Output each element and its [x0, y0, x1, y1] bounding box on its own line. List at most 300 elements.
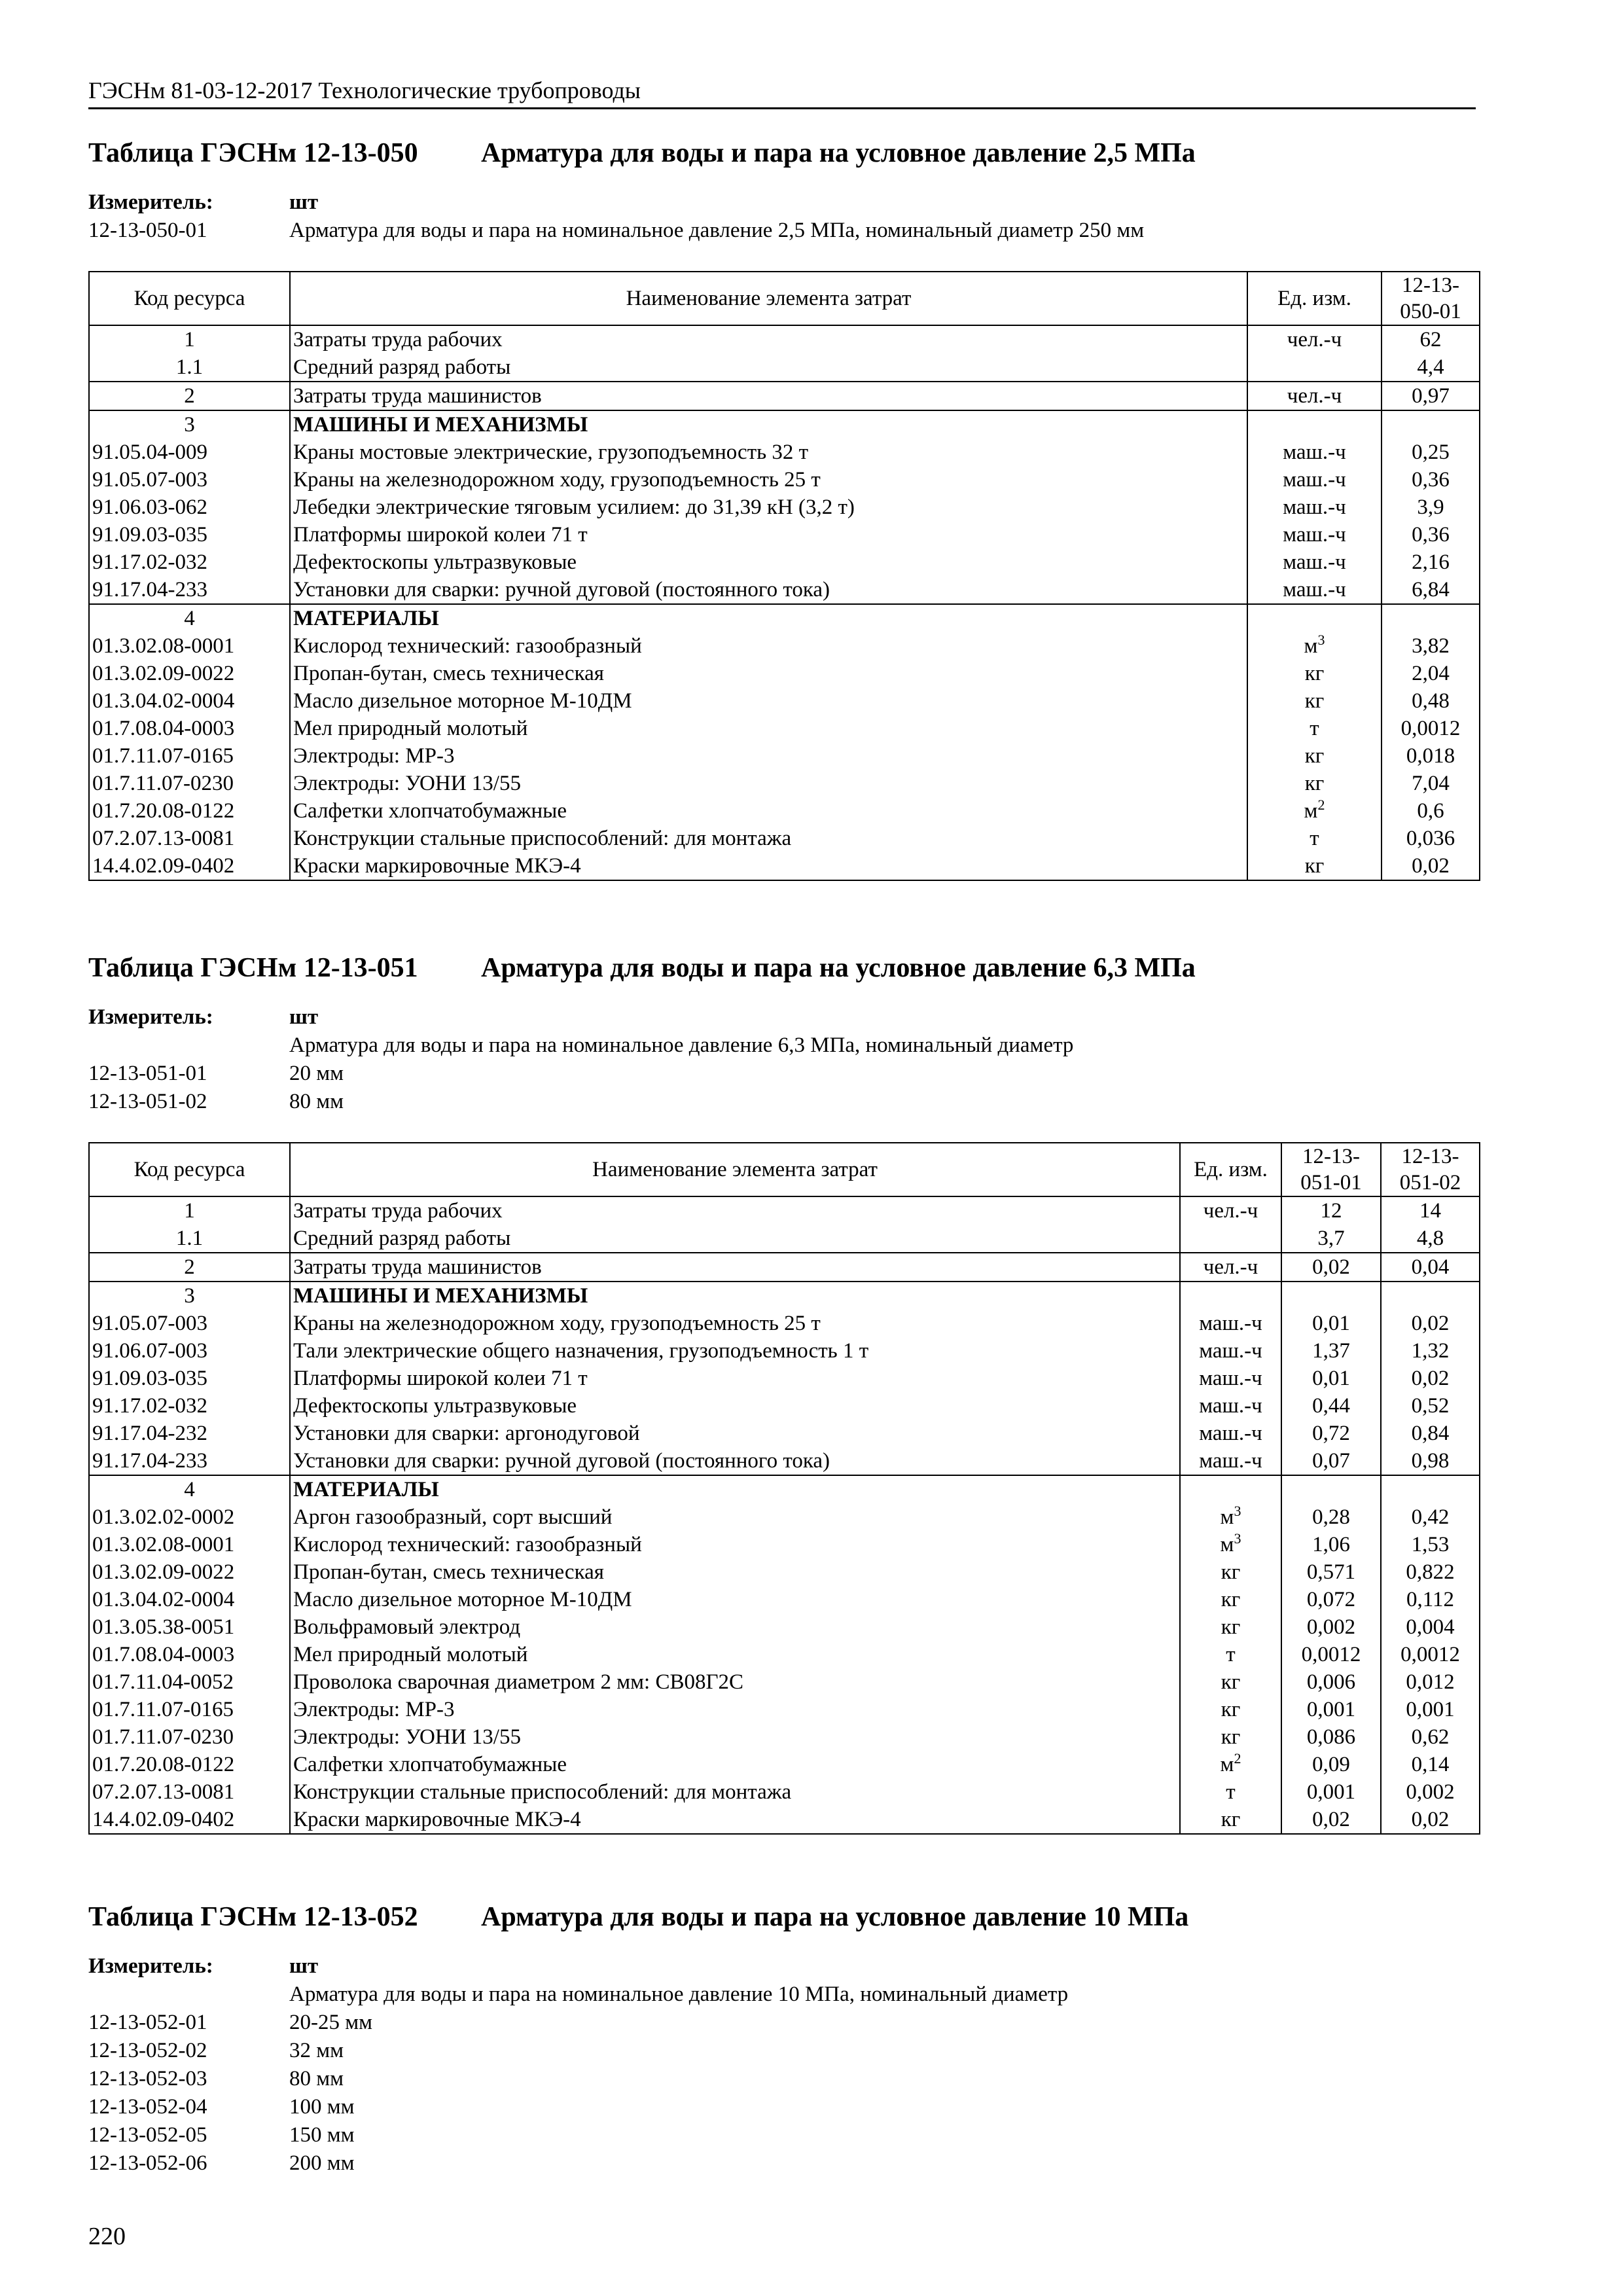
table-row: [89, 604, 1480, 632]
table-row: [89, 687, 1480, 715]
table-row: [89, 1225, 1480, 1253]
item-row: [88, 217, 1479, 245]
col-header-code: Код ресурса: [89, 272, 290, 325]
row-code: 91.09.03-035: [89, 1365, 290, 1392]
row-value: 2,16: [1382, 548, 1480, 576]
row-value: 1,53: [1381, 1531, 1480, 1558]
table-row: [89, 1806, 1480, 1834]
row-value: 0,004: [1381, 1613, 1480, 1641]
unit-exponent: 3: [1234, 1531, 1241, 1547]
row-code: 01.7.11.04-0052: [89, 1668, 290, 1696]
row-name: Пропан-бутан, смесь техническая: [290, 1558, 1180, 1586]
row-code: 01.7.20.08-0122: [89, 1751, 290, 1778]
row-name: Электроды: УОНИ 13/55: [290, 770, 1247, 797]
row-value: 0,44: [1281, 1392, 1381, 1420]
row-value: 0,36: [1382, 466, 1480, 493]
row-code: 07.2.07.13-0081: [89, 1778, 290, 1806]
table-row: [89, 439, 1480, 466]
row-code: 4: [89, 1475, 290, 1503]
item-code: 12-13-052-06: [88, 2151, 207, 2175]
row-value: 14: [1381, 1196, 1480, 1225]
table-row: [89, 632, 1480, 660]
item-code: 12-13-052-03: [88, 2067, 207, 2090]
table-row: [89, 1586, 1480, 1613]
col-header-value-text: 12-13- 050-01: [1400, 274, 1461, 323]
meter-label: Измеритель:: [88, 190, 213, 214]
table-meta: [88, 188, 1479, 245]
row-code: 91.17.02-032: [89, 548, 290, 576]
row-name: МАШИНЫ И МЕХАНИЗМЫ: [290, 1282, 1180, 1310]
item-text: Арматура для воды и пара на номинальное давление 2,5 МПа, номинальный диаметр 250 мм: [289, 219, 1145, 242]
row-value: 0,002: [1381, 1778, 1480, 1806]
table-row: [89, 1392, 1480, 1420]
table-row: [89, 1641, 1480, 1668]
table-title: [88, 137, 1479, 169]
table-row: [89, 797, 1480, 825]
row-name: Салфетки хлопчатобумажные: [290, 1751, 1180, 1778]
row-name: Масло дизельное моторное М-10ДМ: [290, 687, 1247, 715]
table-meta: [88, 1952, 1479, 2178]
table-row: [89, 410, 1480, 439]
table-row: [89, 1310, 1480, 1337]
resource-table: [88, 1142, 1480, 1835]
table-row: [89, 825, 1480, 852]
row-name: Вольфрамовый электрод: [290, 1613, 1180, 1641]
row-unit: маш.-ч: [1247, 576, 1382, 604]
row-code: 91.05.04-009: [89, 439, 290, 466]
section-12-13-052: [88, 1901, 1479, 2178]
row-name: Краны на железнодорожном ходу, грузоподъемность 25 т: [290, 466, 1247, 493]
row-unit: [1247, 353, 1382, 382]
row-name: Краны на железнодорожном ходу, грузоподъемность 25 т: [290, 1310, 1180, 1337]
table-row: [89, 660, 1480, 687]
item-code: 12-13-052-01: [88, 2011, 207, 2034]
row-unit: т: [1180, 1641, 1281, 1668]
row-value: 0,02: [1381, 1806, 1480, 1834]
table-row: [89, 1447, 1480, 1475]
row-name: Электроды: МР-3: [290, 742, 1247, 770]
row-value: 0,018: [1382, 742, 1480, 770]
row-value: 0,97: [1382, 382, 1480, 410]
item-code: 12-13-051-02: [88, 1090, 207, 1113]
row-value: 0,62: [1381, 1723, 1480, 1751]
row-code: 01.3.04.02-0004: [89, 687, 290, 715]
row-name: Конструкции стальные приспособлений: для монтажа: [290, 1778, 1180, 1806]
section-12-13-050: [88, 137, 1479, 881]
meter-label: Измеритель:: [88, 1005, 213, 1029]
table-row: [89, 742, 1480, 770]
row-value: [1281, 1282, 1381, 1310]
table-row: [89, 521, 1480, 548]
item-code: 12-13-052-02: [88, 2039, 207, 2062]
row-value: 0,14: [1381, 1751, 1480, 1778]
row-name: Краски маркировочные МКЭ-4: [290, 1806, 1180, 1834]
row-unit: маш.-ч: [1180, 1392, 1281, 1420]
row-unit: кг: [1180, 1586, 1281, 1613]
row-code: 01.7.20.08-0122: [89, 797, 290, 825]
row-unit: чел.-ч: [1247, 382, 1382, 410]
row-value: 0,02: [1281, 1253, 1381, 1282]
row-unit: маш.-ч: [1247, 521, 1382, 548]
row-unit: маш.-ч: [1247, 493, 1382, 521]
row-name: Конструкции стальные приспособлений: для монтажа: [290, 825, 1247, 852]
row-code: 1.1: [89, 353, 290, 382]
item-text: 20-25 мм: [289, 2011, 373, 2034]
row-code: 01.3.05.38-0051: [89, 1613, 290, 1641]
row-name: Аргон газообразный, сорт высший: [290, 1503, 1180, 1531]
row-code: 1: [89, 1196, 290, 1225]
row-code: 14.4.02.09-0402: [89, 1806, 290, 1834]
col-header-value: [1281, 1143, 1381, 1196]
item-list: [88, 2009, 1479, 2178]
row-unit: $м^3$: [1180, 1503, 1281, 1531]
row-code: 01.3.02.08-0001: [89, 1531, 290, 1558]
row-name: Затраты труда рабочих: [290, 1196, 1180, 1225]
col-header-value-text: 12-13- 051-01: [1300, 1145, 1362, 1194]
resource-table: [88, 271, 1480, 881]
row-code: 2: [89, 1253, 290, 1282]
row-value: 0,07: [1281, 1447, 1381, 1475]
row-value: 4,8: [1381, 1225, 1480, 1253]
row-value: 0,52: [1381, 1392, 1480, 1420]
row-code: 91.17.02-032: [89, 1392, 290, 1420]
row-value: 0,0012: [1381, 1641, 1480, 1668]
table-row: [89, 852, 1480, 880]
row-name: Дефектоскопы ультразвуковые: [290, 1392, 1180, 1420]
row-unit: $м^2$: [1247, 797, 1382, 825]
row-unit: чел.-ч: [1180, 1253, 1281, 1282]
table-row: [89, 1668, 1480, 1696]
row-unit: кг: [1180, 1558, 1281, 1586]
row-name: Пропан-бутан, смесь техническая: [290, 660, 1247, 687]
row-name: Затраты труда машинистов: [290, 1253, 1180, 1282]
row-code: 01.3.02.09-0022: [89, 660, 290, 687]
row-name: Краски маркировочные МКЭ-4: [290, 852, 1247, 880]
col-header-name: Наименование элемента затрат: [290, 1143, 1180, 1196]
row-name: Кислород технический: газообразный: [290, 632, 1247, 660]
row-code: 01.3.02.02-0002: [89, 1503, 290, 1531]
row-unit: кг: [1180, 1806, 1281, 1834]
row-value: 3,82: [1382, 632, 1480, 660]
row-unit: маш.-ч: [1247, 548, 1382, 576]
row-code: 91.05.07-003: [89, 466, 290, 493]
row-unit: [1180, 1282, 1281, 1310]
row-name: Масло дизельное моторное М-10ДМ: [290, 1586, 1180, 1613]
row-unit: кг: [1180, 1723, 1281, 1751]
row-value: 0,25: [1382, 439, 1480, 466]
row-value: [1381, 1475, 1480, 1503]
row-value: 1,37: [1281, 1337, 1381, 1365]
row-code: 07.2.07.13-0081: [89, 825, 290, 852]
table-row: [89, 325, 1480, 353]
row-name: Электроды: УОНИ 13/55: [290, 1723, 1180, 1751]
row-code: 91.17.04-232: [89, 1420, 290, 1447]
row-unit: кг: [1247, 770, 1382, 797]
row-value: 0,02: [1382, 852, 1480, 880]
item-text: 20 мм: [289, 1062, 344, 1085]
row-unit: кг: [1180, 1696, 1281, 1723]
item-row: [88, 2093, 1479, 2121]
row-value: 0,36: [1382, 521, 1480, 548]
table-row: [89, 770, 1480, 797]
unit-exponent: 2: [1317, 797, 1325, 813]
row-value: 0,48: [1382, 687, 1480, 715]
row-value: 2,04: [1382, 660, 1480, 687]
table-caption: Арматура для воды и пара на условное давление 2,5 МПа: [481, 138, 1196, 168]
row-value: 0,012: [1381, 1668, 1480, 1696]
row-unit: маш.-ч: [1180, 1447, 1281, 1475]
item-text: 32 мм: [289, 2039, 344, 2062]
row-name: МАШИНЫ И МЕХАНИЗМЫ: [290, 410, 1247, 439]
row-code: 91.05.07-003: [89, 1310, 290, 1337]
item-row: [88, 2149, 1479, 2178]
table-row: [89, 1365, 1480, 1392]
unit-exponent: 2: [1234, 1751, 1241, 1767]
table-row: [89, 1503, 1480, 1531]
row-unit: маш.-ч: [1180, 1310, 1281, 1337]
row-unit: чел.-ч: [1180, 1196, 1281, 1225]
row-value: 0,84: [1381, 1420, 1480, 1447]
row-name: Средний разряд работы: [290, 353, 1247, 382]
row-unit: $м^2$: [1180, 1751, 1281, 1778]
row-code: 01.7.11.07-0165: [89, 742, 290, 770]
table-row: [89, 1751, 1480, 1778]
item-row: [88, 2121, 1479, 2149]
table-row: [89, 493, 1480, 521]
row-value: 0,086: [1281, 1723, 1381, 1751]
row-code: 91.17.04-233: [89, 1447, 290, 1475]
item-text: 80 мм: [289, 1090, 344, 1113]
row-name: Платформы широкой колеи 71 т: [290, 521, 1247, 548]
row-code: 91.17.04-233: [89, 576, 290, 604]
row-unit: [1180, 1225, 1281, 1253]
table-number: Таблица ГЭСНм 12-13-050: [88, 138, 418, 168]
table-row: [89, 1613, 1480, 1641]
item-code: 12-13-050-01: [88, 219, 207, 242]
row-name: Установки для сварки: аргонодуговой: [290, 1420, 1180, 1447]
item-text: 100 мм: [289, 2095, 355, 2119]
row-name: МАТЕРИАЛЫ: [290, 604, 1247, 632]
table-title: [88, 952, 1479, 984]
section-12-13-051: [88, 952, 1479, 1835]
table-row: [89, 1723, 1480, 1751]
item-code: 12-13-051-01: [88, 1062, 207, 1085]
row-code: 3: [89, 410, 290, 439]
table-caption: Арматура для воды и пара на условное давление 10 МПа: [481, 1902, 1189, 1932]
row-value: 0,112: [1381, 1586, 1480, 1613]
row-name: Установки для сварки: ручной дуговой (постоянного тока): [290, 1447, 1180, 1475]
row-value: 0,006: [1281, 1668, 1381, 1696]
row-value: [1381, 1282, 1480, 1310]
row-unit: маш.-ч: [1247, 466, 1382, 493]
col-header-value-text: 12-13- 051-02: [1399, 1145, 1461, 1194]
row-value: 0,0012: [1382, 715, 1480, 742]
row-value: 0,002: [1281, 1613, 1381, 1641]
row-unit: маш.-ч: [1180, 1337, 1281, 1365]
row-value: 0,98: [1381, 1447, 1480, 1475]
row-code: 4: [89, 604, 290, 632]
meter-intro: Арматура для воды и пара на номинальное давление 6,3 МПа, номинальный диаметр: [289, 1033, 1074, 1057]
row-value: 0,02: [1381, 1310, 1480, 1337]
table-meta: [88, 1003, 1479, 1116]
item-text: 150 мм: [289, 2123, 355, 2147]
row-value: 0,01: [1281, 1365, 1381, 1392]
table-row: [89, 382, 1480, 410]
item-code: 12-13-052-04: [88, 2095, 207, 2119]
table-row: [89, 1531, 1480, 1558]
table-number: Таблица ГЭСНм 12-13-051: [88, 953, 418, 983]
row-value: 1,32: [1381, 1337, 1480, 1365]
row-value: [1382, 410, 1480, 439]
row-value: 7,04: [1382, 770, 1480, 797]
row-value: 0,04: [1381, 1253, 1480, 1282]
row-name: Краны мостовые электрические, грузоподъемность 32 т: [290, 439, 1247, 466]
item-row: [88, 2009, 1479, 2037]
row-value: 0,42: [1381, 1503, 1480, 1531]
col-header-name: Наименование элемента затрат: [290, 272, 1247, 325]
row-unit: маш.-ч: [1180, 1420, 1281, 1447]
item-row: [88, 1088, 1479, 1116]
item-list: [88, 1060, 1479, 1116]
row-value: 0,001: [1281, 1696, 1381, 1723]
table-row: [89, 1196, 1480, 1225]
row-unit: т: [1180, 1778, 1281, 1806]
row-unit: кг: [1247, 660, 1382, 687]
item-text: 80 мм: [289, 2067, 344, 2090]
row-unit: т: [1247, 715, 1382, 742]
row-value: 0,571: [1281, 1558, 1381, 1586]
row-code: 01.7.08.04-0003: [89, 715, 290, 742]
row-name: Лебедки электрические тяговым усилием: до 31,39 кН (3,2 т): [290, 493, 1247, 521]
row-unit: маш.-ч: [1180, 1365, 1281, 1392]
row-value: 0,28: [1281, 1503, 1381, 1531]
row-name: Установки для сварки: ручной дуговой (постоянного тока): [290, 576, 1247, 604]
row-value: 6,84: [1382, 576, 1480, 604]
item-list: [88, 217, 1479, 245]
row-code: 91.06.07-003: [89, 1337, 290, 1365]
row-name: Средний разряд работы: [290, 1225, 1180, 1253]
item-text: 200 мм: [289, 2151, 355, 2175]
row-name: Тали электрические общего назначения, грузоподъемность 1 т: [290, 1337, 1180, 1365]
row-value: 3,9: [1382, 493, 1480, 521]
row-code: 91.09.03-035: [89, 521, 290, 548]
col-header-value: [1382, 272, 1480, 325]
row-code: 01.3.02.09-0022: [89, 1558, 290, 1586]
row-name: Платформы широкой колеи 71 т: [290, 1365, 1180, 1392]
col-header-value: [1381, 1143, 1480, 1196]
page-number: 220: [88, 2223, 126, 2250]
row-unit: кг: [1247, 742, 1382, 770]
row-name: Затраты труда рабочих: [290, 325, 1247, 353]
row-code: 01.7.08.04-0003: [89, 1641, 290, 1668]
table-row: [89, 1337, 1480, 1365]
row-code: 01.3.02.08-0001: [89, 632, 290, 660]
row-value: 0,72: [1281, 1420, 1381, 1447]
row-name: Кислород технический: газообразный: [290, 1531, 1180, 1558]
row-value: 62: [1382, 325, 1480, 353]
row-name: Мел природный молотый: [290, 715, 1247, 742]
item-code: 12-13-052-05: [88, 2123, 207, 2147]
row-value: [1382, 604, 1480, 632]
meter-value: шт: [289, 1005, 319, 1029]
row-unit: маш.-ч: [1247, 439, 1382, 466]
row-unit: т: [1247, 825, 1382, 852]
meter-label: Измеритель:: [88, 1954, 213, 1978]
row-code: 91.06.03-062: [89, 493, 290, 521]
table-row: [89, 548, 1480, 576]
row-value: 0,02: [1281, 1806, 1381, 1834]
meter-value: шт: [289, 190, 319, 214]
row-value: 0,09: [1281, 1751, 1381, 1778]
table-row: [89, 1696, 1480, 1723]
col-header-unit: Ед. изм.: [1180, 1143, 1281, 1196]
table-row: [89, 1253, 1480, 1282]
row-value: 0,072: [1281, 1586, 1381, 1613]
row-code: 1: [89, 325, 290, 353]
unit-exponent: 3: [1234, 1503, 1241, 1519]
row-unit: [1247, 410, 1382, 439]
row-name: Дефектоскопы ультразвуковые: [290, 548, 1247, 576]
row-code: 01.7.11.07-0165: [89, 1696, 290, 1723]
table-number: Таблица ГЭСНм 12-13-052: [88, 1902, 418, 1932]
row-code: 01.7.11.07-0230: [89, 770, 290, 797]
meter-value: шт: [289, 1954, 319, 1978]
row-value: 0,822: [1381, 1558, 1480, 1586]
row-code: 14.4.02.09-0402: [89, 852, 290, 880]
row-value: 0,001: [1281, 1778, 1381, 1806]
unit-exponent: 3: [1317, 632, 1325, 648]
row-name: МАТЕРИАЛЫ: [290, 1475, 1180, 1503]
row-code: 3: [89, 1282, 290, 1310]
table-row: [89, 1475, 1480, 1503]
row-name: Мел природный молотый: [290, 1641, 1180, 1668]
row-value: 0,6: [1382, 797, 1480, 825]
row-value: 3,7: [1281, 1225, 1381, 1253]
row-unit: кг: [1247, 687, 1382, 715]
row-unit: $м^3$: [1180, 1531, 1281, 1558]
table-row: [89, 1282, 1480, 1310]
row-code: 1.1: [89, 1225, 290, 1253]
row-name: Электроды: МР-3: [290, 1696, 1180, 1723]
row-name: Проволока сварочная диаметром 2 мм: СВ08Г2С: [290, 1668, 1180, 1696]
row-unit: $м^3$: [1247, 632, 1382, 660]
col-header-unit: Ед. изм.: [1247, 272, 1382, 325]
table-row: [89, 1778, 1480, 1806]
item-row: [88, 2037, 1479, 2065]
row-unit: чел.-ч: [1247, 325, 1382, 353]
row-value: 4,4: [1382, 353, 1480, 382]
row-code: 01.7.11.07-0230: [89, 1723, 290, 1751]
page-header: ГЭСНм 81-03-12-2017 Технологические трубопроводы: [88, 77, 1476, 109]
table-row: [89, 1558, 1480, 1586]
row-unit: кг: [1180, 1668, 1281, 1696]
row-value: 0,0012: [1281, 1641, 1381, 1668]
row-value: 0,01: [1281, 1310, 1381, 1337]
row-value: 0,036: [1382, 825, 1480, 852]
table-title: [88, 1901, 1479, 1933]
row-value: 1,06: [1281, 1531, 1381, 1558]
row-unit: кг: [1180, 1613, 1281, 1641]
row-name: Затраты труда машинистов: [290, 382, 1247, 410]
row-unit: [1247, 604, 1382, 632]
table-row: [89, 715, 1480, 742]
row-value: 0,001: [1381, 1696, 1480, 1723]
row-unit: [1180, 1475, 1281, 1503]
row-code: 01.3.04.02-0004: [89, 1586, 290, 1613]
row-unit: кг: [1247, 852, 1382, 880]
col-header-code: Код ресурса: [89, 1143, 290, 1196]
table-caption: Арматура для воды и пара на условное давление 6,3 МПа: [481, 953, 1196, 983]
